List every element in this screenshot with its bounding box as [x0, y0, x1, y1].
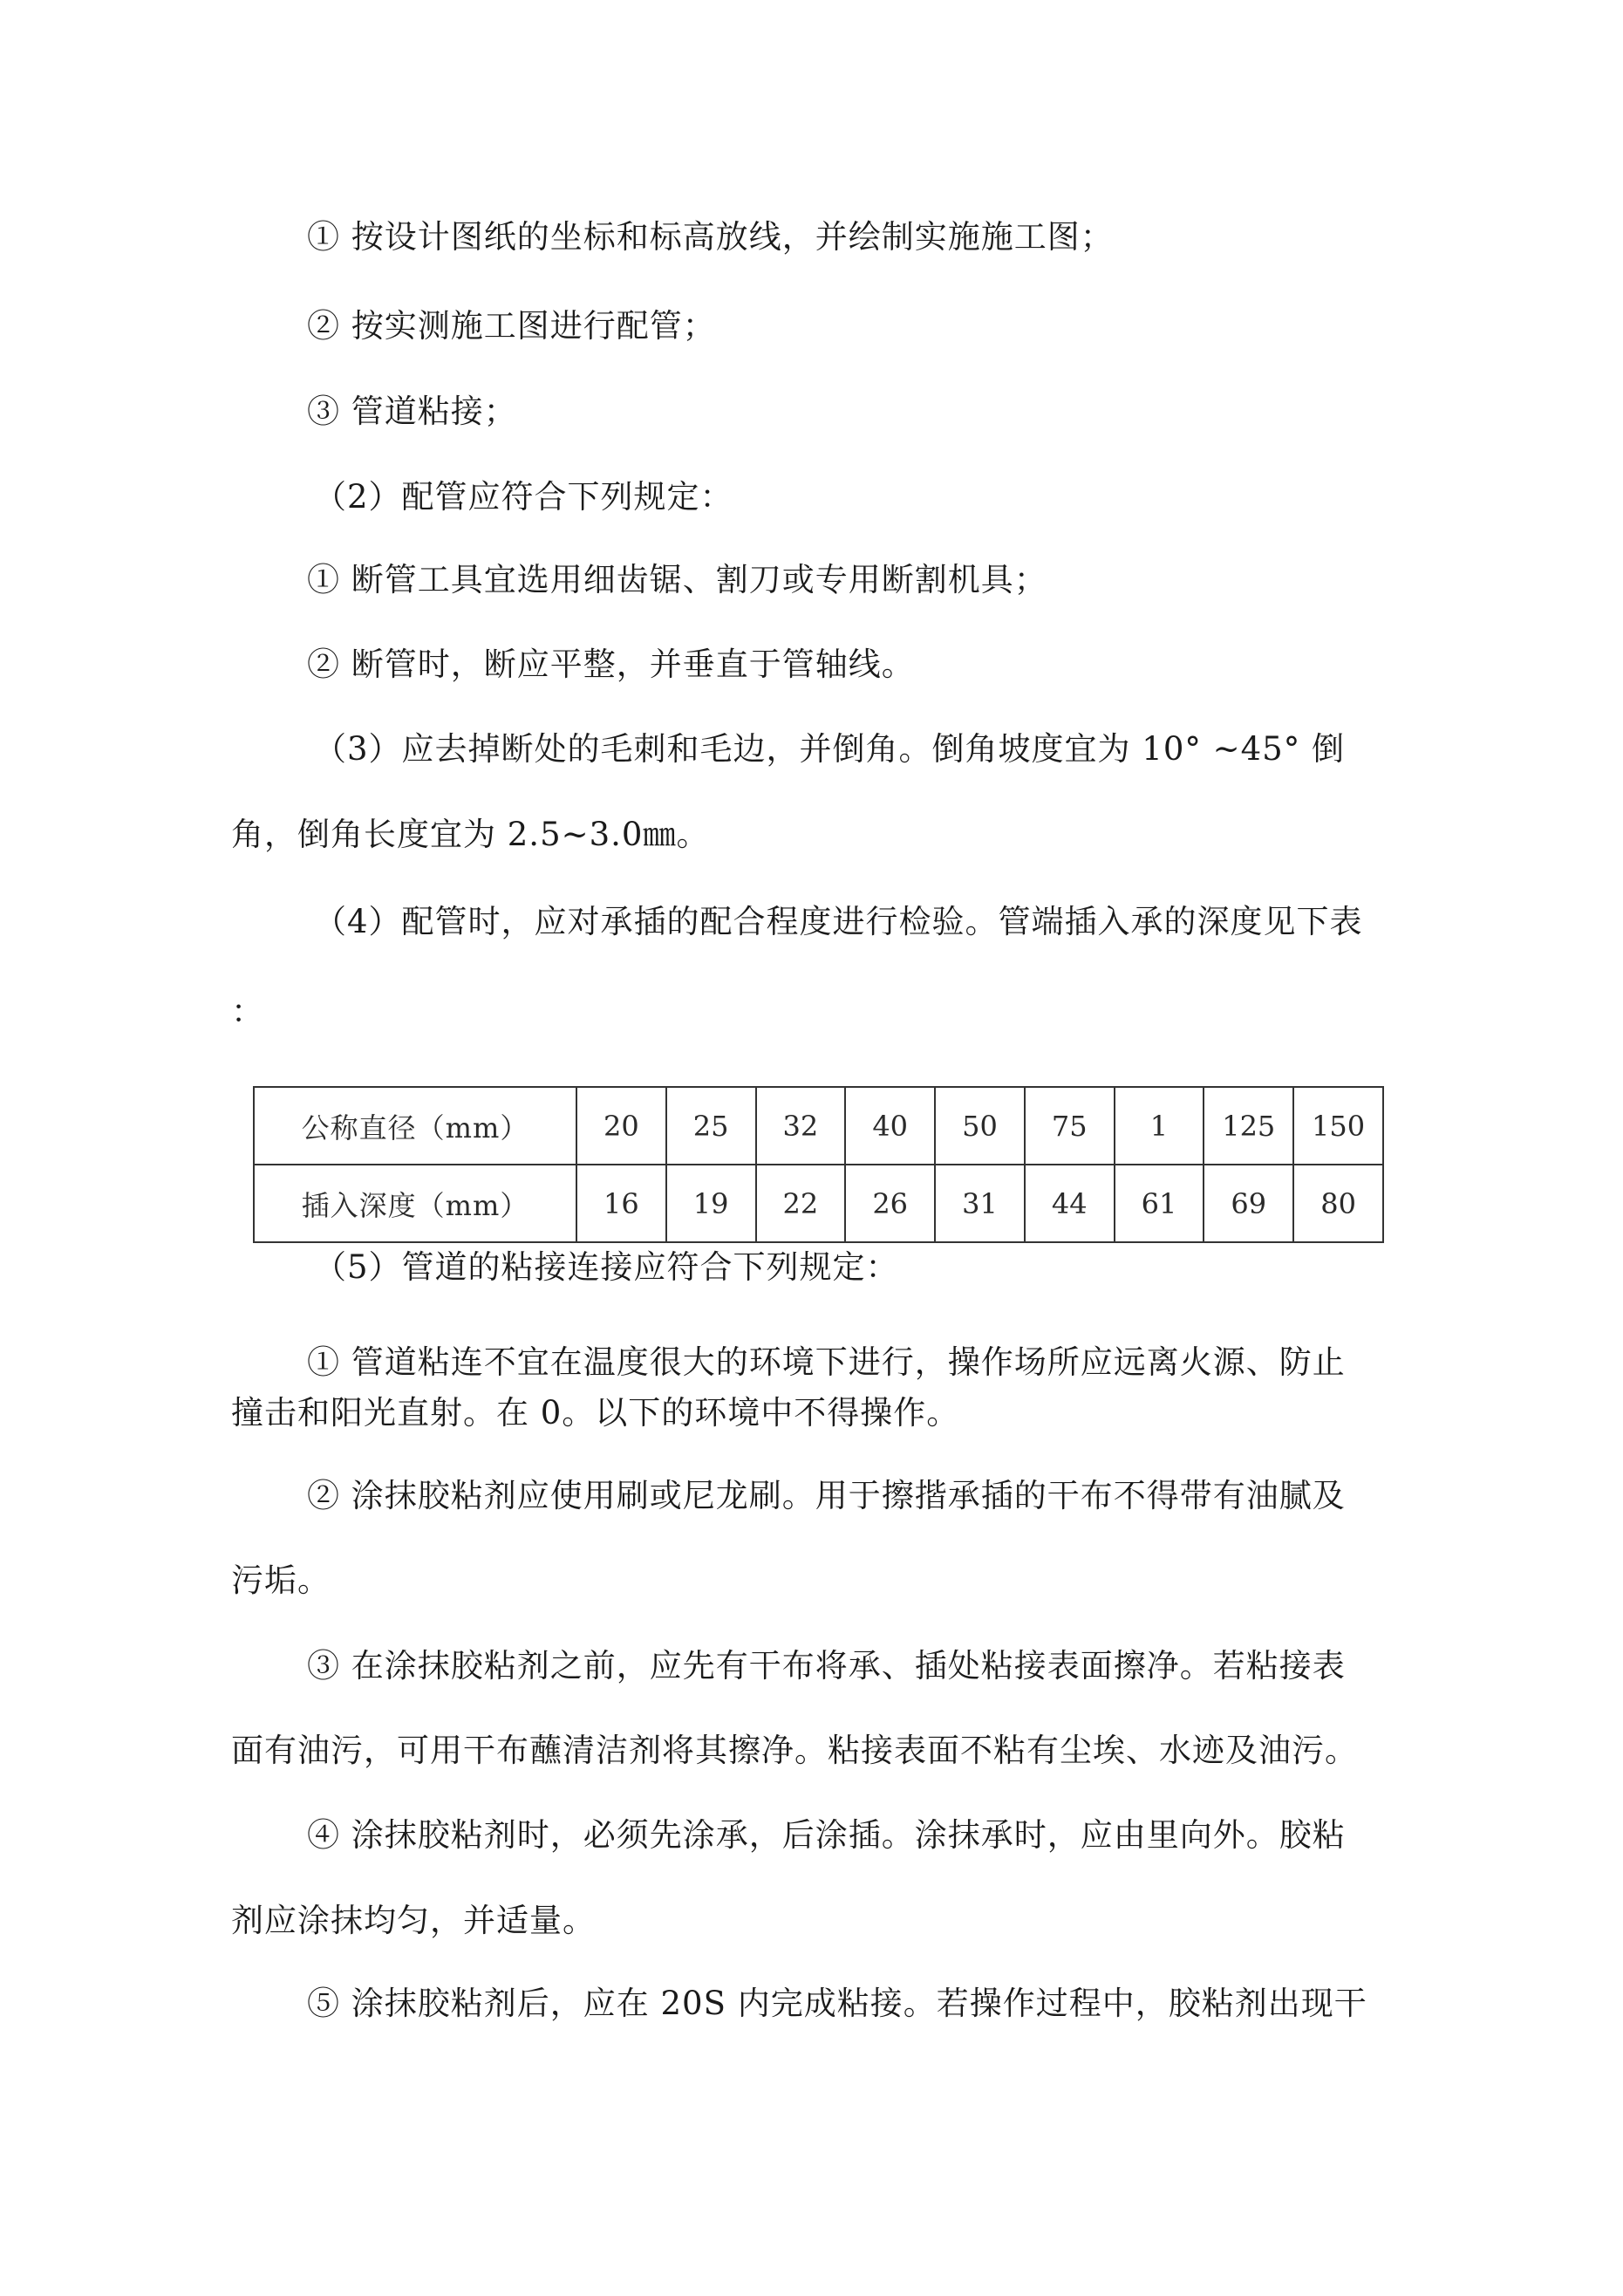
table-cell: 61	[1115, 1165, 1204, 1242]
insertion-depth-table	[253, 1086, 1384, 1243]
rule-line: 污垢。	[231, 1561, 331, 1599]
step-line: ② 按实测施工图进行配管；	[307, 307, 716, 345]
row-label: 公称直径（mm）	[254, 1087, 576, 1165]
section-heading: （5）管道的粘接连接应符合下列规定：	[314, 1248, 899, 1286]
step-line: ① 按设计图纸的坐标和标高放线，并绘制实施施工图；	[307, 218, 1114, 256]
rule-line: 面有油污，可用干布蘸清洁剂将其擦净。粘接表面不粘有尘埃、水迹及油污。	[231, 1732, 1358, 1769]
table-cell: 75	[1025, 1087, 1115, 1165]
table-cell: 20	[576, 1087, 666, 1165]
rule-line: ④ 涂抹胶粘剂时，必须先涂承，后涂插。涂抹承时，应由里向外。胶粘	[307, 1816, 1346, 1854]
table-cell: 44	[1025, 1165, 1115, 1242]
rule-line: ⑤ 涂抹胶粘剂后，应在 20S 内完成粘接。若操作过程中，胶粘剂出现干	[307, 1985, 1367, 2022]
table-row	[254, 1087, 1383, 1165]
table-row	[254, 1165, 1383, 1242]
table-cell: 50	[935, 1087, 1025, 1165]
table-cell: 31	[935, 1165, 1025, 1242]
table-cell: 32	[756, 1087, 846, 1165]
rule-line: 撞击和阳光直射。在 0。以下的环境中不得操作。	[231, 1394, 960, 1432]
table-cell: 69	[1204, 1165, 1293, 1242]
rule-line: ② 涂抹胶粘剂应使用刷或尼龙刷。用于擦揩承插的干布不得带有油腻及	[307, 1477, 1346, 1514]
paragraph-line: （4）配管时，应对承插的配合程度进行检验。管端插入承的深度见下表	[314, 903, 1363, 940]
table-cell: 26	[845, 1165, 935, 1242]
section-heading: （2）配管应符合下列规定：	[314, 478, 733, 516]
table-cell: 40	[845, 1087, 935, 1165]
rule-line: ① 管道粘连不宜在温度很大的环境下进行，操作场所应远离火源、防止	[307, 1343, 1346, 1381]
table-cell: 1	[1115, 1087, 1204, 1165]
rule-line: ③ 在涂抹胶粘剂之前，应先有干布将承、插处粘接表面擦净。若粘接表	[307, 1647, 1346, 1684]
table-cell: 22	[756, 1165, 846, 1242]
rule-line: 剂应涂抹均匀，并适量。	[231, 1902, 596, 1939]
table-cell: 150	[1293, 1087, 1383, 1165]
paragraph-line: 角，倒角长度宜为 2.5~3.0㎜。	[231, 816, 710, 853]
table-cell: 80	[1293, 1165, 1383, 1242]
step-line: ③ 管道粘接；	[307, 393, 517, 430]
paragraph-line: ：	[231, 993, 264, 1030]
table-cell: 25	[666, 1087, 756, 1165]
paragraph-line: （3）应去掉断处的毛刺和毛边，并倒角。倒角坡度宜为 10° ~45° 倒	[314, 730, 1345, 768]
row-label: 插入深度（mm）	[254, 1165, 576, 1242]
table-cell: 19	[666, 1165, 756, 1242]
rule-line: ① 断管工具宜选用细齿锯、割刀或专用断割机具；	[307, 561, 1047, 598]
table-cell: 125	[1204, 1087, 1293, 1165]
table-cell: 16	[576, 1165, 666, 1242]
rule-line: ② 断管时，断应平整，并垂直于管轴线。	[307, 646, 915, 683]
